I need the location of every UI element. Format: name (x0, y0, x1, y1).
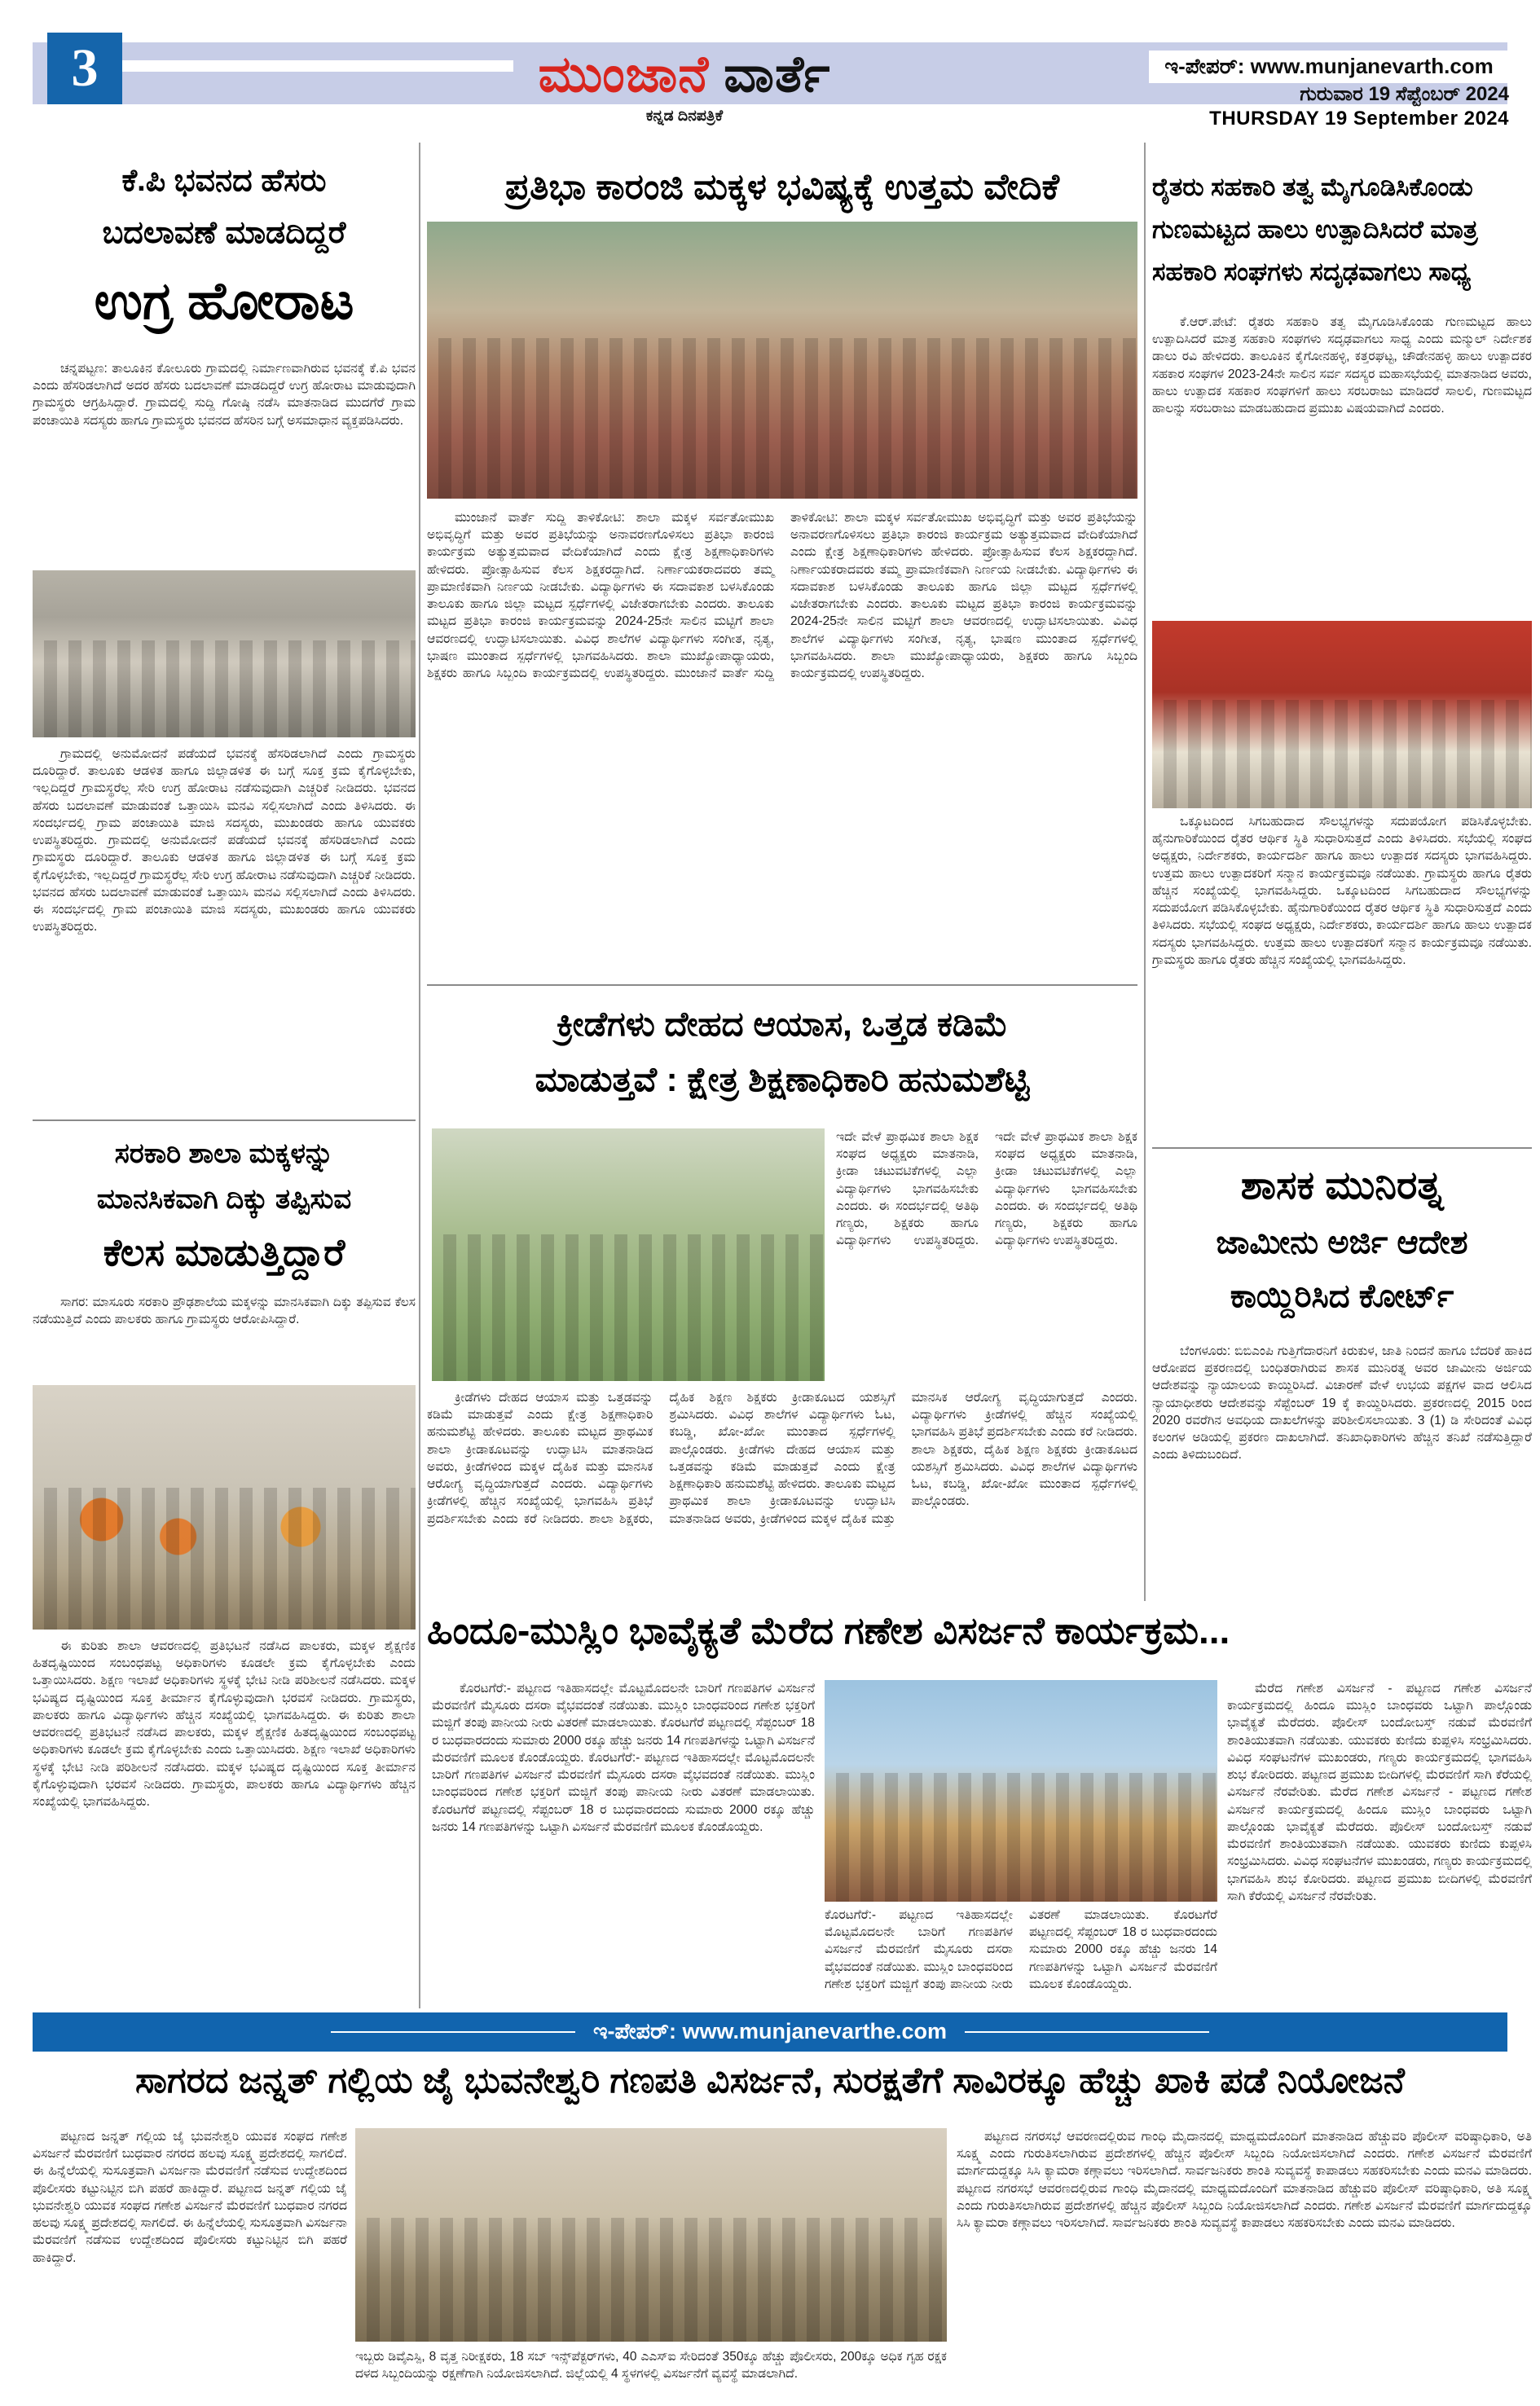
article-kride-body-main: ಕ್ರೀಡೆಗಳು ದೇಹದ ಆಯಾಸ ಮತ್ತು ಒತ್ತಡವನ್ನು ಕಡಿಮೆ ಮಾಡುತ್ತವೆ ಎಂದು ಕ್ಷೇತ್ರ ಶಿಕ್ಷಣಾಧಿಕಾರಿ ಹನುಮಶೆಟ್ಟಿ ಹೇಳಿದರು. ತಾಲೂಕು ಮಟ್ಟದ ಪ್ರಾಥಮಿಕ ಶಾಲಾ ಕ್ರೀಡಾಕೂಟವನ್ನು ಉದ್ಘಾಟಿಸಿ ಮಾತನಾಡಿದ ಅವರು, ಕ್ರೀಡೆಗಳಿಂದ ಮಕ್ಕಳ ದೈಹಿಕ ಮತ್ತು ಮಾನಸಿಕ ಆರೋಗ್ಯ ವೃದ್ಧಿಯಾಗುತ್ತದೆ ಎಂದರು. ವಿದ್ಯಾರ್ಥಿಗಳು ಕ್ರೀಡೆಗಳಲ್ಲಿ ಹೆಚ್ಚಿನ ಸಂಖ್ಯೆಯಲ್ಲಿ ಭಾಗವಹಿಸಿ ಪ್ರತಿಭೆ ಪ್ರದರ್ಶಿಸಬೇಕು ಎಂದು ಕರೆ ನೀಡಿದರು. ಶಾಲಾ ಶಿಕ್ಷಕರು, ದೈಹಿಕ ಶಿಕ್ಷಣ ಶಿಕ್ಷಕರು ಕ್ರೀಡಾಕೂಟದ ಯಶಸ್ಸಿಗೆ ಶ್ರಮಿಸಿದರು. ವಿವಿಧ ಶಾಲೆಗಳ ವಿದ್ಯಾರ್ಥಿಗಳು ಓಟ, ಕಬಡ್ಡಿ, ಖೋ-ಖೋ ಮುಂತಾದ ಸ್ಪರ್ಧೆಗಳಲ್ಲಿ ಪಾಲ್ಗೊಂಡರು. ಕ್ರೀಡೆಗಳು ದೇಹದ ಆಯಾಸ ಮತ್ತು ಒತ್ತಡವನ್ನು ಕಡಿಮೆ ಮಾಡುತ್ತವೆ ಎಂದು ಕ್ಷೇತ್ರ ಶಿಕ್ಷಣಾಧಿಕಾರಿ ಹನುಮಶೆಟ್ಟಿ ಹೇಳಿದರು. ತಾಲೂಕು ಮಟ್ಟದ ಪ್ರಾಥಮಿಕ ಶಾಲಾ ಕ್ರೀಡಾಕೂಟವನ್ನು ಉದ್ಘಾಟಿಸಿ ಮಾತನಾಡಿದ ಅವರು, ಕ್ರೀಡೆಗಳಿಂದ ಮಕ್ಕಳ ದೈಹಿಕ ಮತ್ತು ಮಾನಸಿಕ ಆರೋಗ್ಯ ವೃದ್ಧಿಯಾಗುತ್ತದೆ ಎಂದರು. ವಿದ್ಯಾರ್ಥಿಗಳು ಕ್ರೀಡೆಗಳಲ್ಲಿ ಹೆಚ್ಚಿನ ಸಂಖ್ಯೆಯಲ್ಲಿ ಭಾಗವಹಿಸಿ ಪ್ರತಿಭೆ ಪ್ರದರ್ಶಿಸಬೇಕು ಎಂದು ಕರೆ ನೀಡಿದರು. ಶಾಲಾ ಶಿಕ್ಷಕರು, ದೈಹಿಕ ಶಿಕ್ಷಣ ಶಿಕ್ಷಕರು ಕ್ರೀಡಾಕೂಟದ ಯಶಸ್ಸಿಗೆ ಶ್ರಮಿಸಿದರು. ವಿವಿಧ ಶಾಲೆಗಳ ವಿದ್ಯಾರ್ಥಿಗಳು ಓಟ, ಕಬಡ್ಡಿ, ಖೋ-ಖೋ ಮುಂತಾದ ಸ್ಪರ್ಧೆಗಳಲ್ಲಿ ಪಾಲ್ಗೊಂಡರು. (427, 1391, 1137, 1526)
column-rule-left (419, 143, 420, 2008)
column-rule-right (1144, 143, 1146, 1601)
divider (427, 984, 1137, 986)
article-hm-headline: ಹಿಂದೂ-ಮುಸ್ಲಿಂ ಭಾವೈಕ್ಯತೆ ಮೆರೆದ ಗಣೇಶ ವಿಸರ್ಜನೆ ಕಾರ್ಯಕ್ರಮ... (427, 1609, 1230, 1652)
masthead-subtitle: ಕನ್ನಡ ದಿನಪತ್ರಿಕೆ (645, 108, 724, 125)
article-kp-headline-3: ಉಗ್ರ ಹೋರಾಟ (94, 271, 354, 330)
date-kannada: ಗುರುವಾರ 19 ಸೆಪ್ಟೆಂಬರ್ 2024 (1300, 83, 1509, 105)
article-court-headline-3: ಕಾಯ್ದಿರಿಸಿದ ಕೋರ್ಟ್ (1230, 1278, 1454, 1314)
article-sagara-body-right: ಪಟ್ಟಣದ ನಗರಸಭೆ ಆವರಣದಲ್ಲಿರುವ ಗಾಂಧಿ ಮೈದಾನದಲ್ಲಿ ಮಾಧ್ಯಮದೊಂದಿಗೆ ಮಾತನಾಡಿದ ಹೆಚ್ಚುವರಿ ಪೊಲೀಸ್ ವರಿಷ್ಠಾಧಿಕಾರಿ, ಅತಿ ಸೂಕ್ಷ್ಮ ಎಂದು ಗುರುತಿಸಲಾಗಿರುವ ಪ್ರದೇಶಗಳಲ್ಲಿ ಹೆಚ್ಚಿನ ಪೊಲೀಸ್ ಸಿಬ್ಬಂದಿ ನಿಯೋಜಿಸಲಾಗಿದೆ ಎಂದರು. ಗಣೇಶ ವಿಸರ್ಜನೆ ಮೆರವಣಿಗೆ ಮಾರ್ಗದುದ್ದಕ್ಕೂ ಸಿಸಿ ಕ್ಯಾಮರಾ ಕಣ್ಗಾವಲು ಇರಿಸಲಾಗಿದೆ. ಸಾರ್ವಜನಿಕರು ಶಾಂತಿ ಸುವ್ಯವಸ್ಥೆ ಕಾಪಾಡಲು ಸಹಕರಿಸಬೇಕು ಎಂದು ಮನವಿ ಮಾಡಿದರು. ಪಟ್ಟಣದ ನಗರಸಭೆ ಆವರಣದಲ್ಲಿರುವ ಗಾಂಧಿ ಮೈದಾನದಲ್ಲಿ ಮಾಧ್ಯಮದೊಂದಿಗೆ ಮಾತನಾಡಿದ ಹೆಚ್ಚುವರಿ ಪೊಲೀಸ್ ವರಿಷ್ಠಾಧಿಕಾರಿ, ಅತಿ ಸೂಕ್ಷ್ಮ ಎಂದು ಗುರುತಿಸಲಾಗಿರುವ ಪ್ರದೇಶಗಳಲ್ಲಿ ಹೆಚ್ಚಿನ ಪೊಲೀಸ್ ಸಿಬ್ಬಂದಿ ನಿಯೋಜಿಸಲಾಗಿದೆ ಎಂದರು. ಗಣೇಶ ವಿಸರ್ಜನೆ ಮೆರವಣಿಗೆ ಮಾರ್ಗದುದ್ದಕ್ಕೂ ಸಿಸಿ ಕ್ಯಾಮರಾ ಕಣ್ಗಾವಲು ಇರಿಸಲಾಗಿದೆ. ಸಾರ್ವಜನಿಕರು ಶಾಂತಿ ಸುವ್ಯವಸ್ಥೆ ಕಾಪಾಡಲು ಸಹಕರಿಸಬೇಕು ಎಂದು ಮನವಿ ಮಾಡಿದರು. (957, 2130, 1532, 2231)
epaper-link[interactable]: ಇ-ಪೇಪರ್: www.munjanevarth.com (1149, 51, 1509, 83)
article-pratibha-body: ಮುಂಜಾನೆ ವಾರ್ತೆ ಸುದ್ದಿ ತಾಳಿಕೋಟಿ: ಶಾಲಾ ಮಕ್ಕಳ ಸರ್ವತೋಮುಖ ಅಭಿವೃದ್ಧಿಗೆ ಮತ್ತು ಅವರ ಪ್ರತಿಭೆಯನ್ನು ಅನಾವರಣಗೊಳಿಸಲು ಪ್ರತಿಭಾ ಕಾರಂಜಿ ಕಾರ್ಯಕ್ರಮ ಅತ್ಯುತ್ತಮವಾದ ವೇದಿಕೆಯಾಗಿದೆ ಎಂದು ಕ್ಷೇತ್ರ ಶಿಕ್ಷಣಾಧಿಕಾರಿಗಳು ಹೇಳಿದರು. ಪ್ರೋತ್ಸಾಹಿಸುವ ಕೆಲಸ ಶಿಕ್ಷಕರದ್ದಾಗಿದೆ. ನಿರ್ಣಾಯಕರಾದವರು ತಮ್ಮ ಪ್ರಾಮಾಣಿಕವಾಗಿ ನಿರ್ಣಯ ನೀಡಬೇಕು. ವಿದ್ಯಾರ್ಥಿಗಳು ಈ ಸದಾವಕಾಶ ಬಳಸಿಕೊಂಡು ತಾಲೂಕು ಹಾಗೂ ಜಿಲ್ಲಾ ಮಟ್ಟದ ಸ್ಪರ್ಧೆಗಳಲ್ಲಿ ವಿಜೇತರಾಗಬೇಕು ಎಂದರು. ತಾಲೂಕು ಮಟ್ಟದ ಪ್ರತಿಭಾ ಕಾರಂಜಿ ಕಾರ್ಯಕ್ರಮವನ್ನು 2024-25ನೇ ಸಾಲಿನ ಮಟ್ಟಿಗೆ ಶಾಲಾ ಆವರಣದಲ್ಲಿ ಉದ್ಘಾಟಿಸಲಾಯಿತು. ವಿವಿಧ ಶಾಲೆಗಳ ವಿದ್ಯಾರ್ಥಿಗಳು ಸಂಗೀತ, ನೃತ್ಯ, ಭಾಷಣ ಮುಂತಾದ ಸ್ಪರ್ಧೆಗಳಲ್ಲಿ ಭಾಗವಹಿಸಿದರು. ಶಾಲಾ ಮುಖ್ಯೋಪಾಧ್ಯಾಯರು, ಶಿಕ್ಷಕರು ಹಾಗೂ ಸಿಬ್ಬಂದಿ ಕಾರ್ಯಕ್ರಮದಲ್ಲಿ ಉಪಸ್ಥಿತರಿದ್ದರು. ಮುಂಜಾನೆ ವಾರ್ತೆ ಸುದ್ದಿ ತಾಳಿಕೋಟಿ: ಶಾಲಾ ಮಕ್ಕಳ ಸರ್ವತೋಮುಖ ಅಭಿವೃದ್ಧಿಗೆ ಮತ್ತು ಅವರ ಪ್ರತಿಭೆಯನ್ನು ಅನಾವರಣಗೊಳಿಸಲು ಪ್ರತಿಭಾ ಕಾರಂಜಿ ಕಾರ್ಯಕ್ರಮ ಅತ್ಯುತ್ತಮವಾದ ವೇದಿಕೆಯಾಗಿದೆ ಎಂದು ಕ್ಷೇತ್ರ ಶಿಕ್ಷಣಾಧಿಕಾರಿಗಳು ಹೇಳಿದರು. ಪ್ರೋತ್ಸಾಹಿಸುವ ಕೆಲಸ ಶಿಕ್ಷಕರದ್ದಾಗಿದೆ. ನಿರ್ಣಾಯಕರಾದವರು ತಮ್ಮ ಪ್ರಾಮಾಣಿಕವಾಗಿ ನಿರ್ಣಯ ನೀಡಬೇಕು. ವಿದ್ಯಾರ್ಥಿಗಳು ಈ ಸದಾವಕಾಶ ಬಳಸಿಕೊಂಡು ತಾಲೂಕು ಹಾಗೂ ಜಿಲ್ಲಾ ಮಟ್ಟದ ಸ್ಪರ್ಧೆಗಳಲ್ಲಿ ವಿಜೇತರಾಗಬೇಕು ಎಂದರು. ತಾಲೂಕು ಮಟ್ಟದ ಪ್ರತಿಭಾ ಕಾರಂಜಿ ಕಾರ್ಯಕ್ರಮವನ್ನು 2024-25ನೇ ಸಾಲಿನ ಮಟ್ಟಿಗೆ ಶಾಲಾ ಆವರಣದಲ್ಲಿ ಉದ್ಘಾಟಿಸಲಾಯಿತು. ವಿವಿಧ ಶಾಲೆಗಳ ವಿದ್ಯಾರ್ಥಿಗಳು ಸಂಗೀತ, ನೃತ್ಯ, ಭಾಷಣ ಮುಂತಾದ ಸ್ಪರ್ಧೆಗಳಲ್ಲಿ ಭಾಗವಹಿಸಿದರು. ಶಾಲಾ ಮುಖ್ಯೋಪಾಧ್ಯಾಯರು, ಶಿಕ್ಷಕರು ಹಾಗೂ ಸಿಬ್ಬಂದಿ ಕಾರ್ಯಕ್ರಮದಲ್ಲಿ ಉಪಸ್ಥಿತರಿದ್ದರು. (427, 511, 1137, 681)
article-pratibha-headline: ಪ್ರತಿಭಾ ಕಾರಂಜಿ ಮಕ್ಕಳ ಭವಿಷ್ಯಕ್ಕೆ ಉತ್ತಮ ವೇದಿಕೆ (504, 167, 1060, 207)
article-court-headline-2: ಜಾಮೀನು ಅರ್ಜಿ ಆದೇಶ (1216, 1225, 1468, 1260)
article-kride-headline-1: ಕ್ರೀಡೆಗಳು ದೇಹದ ಆಯಾಸ, ಒತ್ತಡ ಕಡಿಮೆ (557, 1005, 1008, 1043)
article-raithru-photo (1152, 621, 1532, 808)
article-kp-photo (33, 570, 416, 737)
article-kp-headline-2: ಬದಲಾವಣೆ ಮಾಡದಿದ್ದರೆ (102, 216, 346, 250)
article-sagara-photo (355, 2128, 947, 2342)
page-number-value: 3 (71, 38, 99, 98)
masthead (456, 46, 913, 104)
article-raithru-headline-1: ರೈತರು ಸಹಕಾರಿ ತತ್ವ ಮೈಗೂಡಿಸಿಕೊಂಡು (1152, 173, 1473, 201)
article-shala-headline-1: ಸರಕಾರಿ ಶಾಲಾ ಮಕ್ಕಳನ್ನು (114, 1138, 334, 1169)
article-court-body: ಬೆಂಗಳೂರು: ಬಿಬಿಎಂಪಿ ಗುತ್ತಿಗೆದಾರನಿಗೆ ಕಿರುಕುಳ, ಜಾತಿ ನಿಂದನೆ ಹಾಗೂ ಬೆದರಿಕೆ ಹಾಕಿದ ಆರೋಪದ ಪ್ರಕರಣದಲ್ಲಿ ಬಂಧಿತರಾಗಿರುವ ಶಾಸಕ ಮುನಿರತ್ನ ಅವರ ಜಾಮೀನು ಅರ್ಜಿಯ ಆದೇಶವನ್ನು ನ್ಯಾಯಾಲಯ ಕಾಯ್ದಿರಿಸಿದೆ. ವಿಚಾರಣೆ ವೇಳೆ ಉಭಯ ಪಕ್ಷಗಳ ವಾದ ಆಲಿಸಿದ ನ್ಯಾಯಾಧೀಶರು ಆದೇಶವನ್ನು ಸೆಪ್ಟೆಂಬರ್ 19 ಕ್ಕೆ ಕಾಯ್ದಿರಿಸಿದರು. ಪ್ರಕರಣದಲ್ಲಿ 2015 ರಿಂದ 2020 ರವರೆಗಿನ ಅವಧಿಯ ದಾಖಲೆಗಳನ್ನು ಪರಿಶೀಲಿಸಲಾಯಿತು. 3 (1) ಡಿ ಸೇರಿದಂತೆ ವಿವಿಧ ಕಲಂಗಳ ಅಡಿಯಲ್ಲಿ ಪ್ರಕರಣ ದಾಖಲಾಗಿದೆ. ತನಿಖಾಧಿಕಾರಿಗಳು ಹೆಚ್ಚಿನ ತನಿಖೆ ನಡೆಸುತ್ತಿದ್ದಾರೆ ಎಂದು ತಿಳಿದುಬಂದಿದೆ. (1152, 1344, 1532, 1463)
article-shala-headline-2: ಮಾನಸಿಕವಾಗಿ ದಿಕ್ಕು ತಪ್ಪಿಸುವ (96, 1184, 352, 1215)
banner-line-left (331, 2031, 575, 2033)
article-shala-photo (33, 1385, 416, 1630)
article-shala-headline-3: ಕೆಲಸ ಮಾಡುತ್ತಿದ್ದಾರೆ (103, 1231, 345, 1273)
article-sagara-caption: ಇಬ್ಬರು ಡಿವೈಎಸ್ಪಿ, 8 ವೃತ್ತ ನಿರೀಕ್ಷಕರು, 18 ಸಬ್ ಇನ್ಸ್‌ಪೆಕ್ಟರ್‌ಗಳು, 40 ಎಎಸ್ಐ ಸೇರಿದಂತೆ 350ಕ್ಕೂ ಹೆಚ್ಚು ಪೊಲೀಸರು, 200ಕ್ಕೂ ಅಧಿಕ ಗೃಹ ರಕ್ಷಕ ದಳದ ಸಿಬ್ಬಂದಿಯನ್ನು ರಕ್ಷಣೆಗಾಗಿ ನಿಯೋಜಿಸಲಾಗಿದೆ. ಜಿಲ್ಲೆಯಲ್ಲಿ 4 ಸ್ಥಳಗಳಲ್ಲಿ ವಿಸರ್ಜನೆಗೆ ವ್ಯವಸ್ಥೆ ಮಾಡಲಾಗಿದೆ. (355, 2350, 947, 2382)
divider (1152, 1147, 1532, 1149)
header-band-gap (122, 60, 513, 72)
article-kride-photo (432, 1128, 825, 1381)
article-sagara-headline: ಸಾಗರದ ಜನ್ನತ್ ಗಲ್ಲಿಯ ಜೈ ಭುವನೇಶ್ವರಿ ಗಣಪತಿ ವಿಸರ್ಜನೆ, ಸುರಕ್ಷತೆಗೆ ಸಾವಿರಕ್ಕೂ ಹೆಚ್ಚು ಖಾಕಿ ಪಡೆ ನಿಯೋಜನೆ (135, 2061, 1405, 2100)
article-kp-body-2: ಗ್ರಾಮದಲ್ಲಿ ಅನುಮೋದನೆ ಪಡೆಯದೆ ಭವನಕ್ಕೆ ಹೆಸರಿಡಲಾಗಿದೆ ಎಂದು ಗ್ರಾಮಸ್ಥರು ದೂರಿದ್ದಾರೆ. ತಾಲೂಕು ಆಡಳಿತ ಹಾಗೂ ಜಿಲ್ಲಾಡಳಿತ ಈ ಬಗ್ಗೆ ಸೂಕ್ತ ಕ್ರಮ ಕೈಗೊಳ್ಳಬೇಕು, ಇಲ್ಲದಿದ್ದರೆ ಗ್ರಾಮಸ್ಥರೆಲ್ಲ ಸೇರಿ ಉಗ್ರ ಹೋರಾಟ ನಡೆಸುವುದಾಗಿ ಎಚ್ಚರಿಕೆ ನೀಡಿದರು. ಭವನದ ಹೆಸರು ಬದಲಾವಣೆ ಮಾಡುವಂತೆ ಒತ್ತಾಯಿಸಿ ಮನವಿ ಸಲ್ಲಿಸಲಾಗಿದೆ ಎಂದು ತಿಳಿಸಿದರು. ಈ ಸಂದರ್ಭದಲ್ಲಿ ಗ್ರಾಮ ಪಂಚಾಯಿತಿ ಮಾಜಿ ಸದಸ್ಯರು, ಮುಖಂಡರು ಹಾಗೂ ಯುವಕರು ಉಪಸ್ಥಿತರಿದ್ದರು. ಗ್ರಾಮದಲ್ಲಿ ಅನುಮೋದನೆ ಪಡೆಯದೆ ಭವನಕ್ಕೆ ಹೆಸರಿಡಲಾಗಿದೆ ಎಂದು ಗ್ರಾಮಸ್ಥರು ದೂರಿದ್ದಾರೆ. ತಾಲೂಕು ಆಡಳಿತ ಹಾಗೂ ಜಿಲ್ಲಾಡಳಿತ ಈ ಬಗ್ಗೆ ಸೂಕ್ತ ಕ್ರಮ ಕೈಗೊಳ್ಳಬೇಕು, ಇಲ್ಲದಿದ್ದರೆ ಗ್ರಾಮಸ್ಥರೆಲ್ಲ ಸೇರಿ ಉಗ್ರ ಹೋರಾಟ ನಡೆಸುವುದಾಗಿ ಎಚ್ಚರಿಕೆ ನೀಡಿದರು. ಭವನದ ಹೆಸರು ಬದಲಾವಣೆ ಮಾಡುವಂತೆ ಒತ್ತಾಯಿಸಿ ಮನವಿ ಸಲ್ಲಿಸಲಾಗಿದೆ ಎಂದು ತಿಳಿಸಿದರು. ಈ ಸಂದರ್ಭದಲ್ಲಿ ಗ್ರಾಮ ಪಂಚಾಯಿತಿ ಮಾಜಿ ಸದಸ್ಯರು, ಮುಖಂಡರು ಹಾಗೂ ಯುವಕರು ಉಪಸ್ಥಿತರಿದ್ದರು. (33, 747, 416, 935)
page-number (47, 33, 122, 104)
article-raithru-body-2: ಒಕ್ಕೂಟದಿಂದ ಸಿಗಬಹುದಾದ ಸೌಲಭ್ಯಗಳನ್ನು ಸದುಪಯೋಗ ಪಡಿಸಿಕೊಳ್ಳಬೇಕು. ಹೈನುಗಾರಿಕೆಯಿಂದ ರೈತರ ಆರ್ಥಿಕ ಸ್ಥಿತಿ ಸುಧಾರಿಸುತ್ತದೆ ಎಂದು ತಿಳಿಸಿದರು. ಸಭೆಯಲ್ಲಿ ಸಂಘದ ಅಧ್ಯಕ್ಷರು, ನಿರ್ದೇಶಕರು, ಕಾರ್ಯದರ್ಶಿ ಹಾಗೂ ಹಾಲು ಉತ್ಪಾದಕ ಸದಸ್ಯರು ಭಾಗವಹಿಸಿದ್ದರು. ಉತ್ತಮ ಹಾಲು ಉತ್ಪಾದಕರಿಗೆ ಸನ್ಮಾನ ಕಾರ್ಯಕ್ರಮವೂ ನಡೆಯಿತು. ಗ್ರಾಮಸ್ಥರು ಹಾಗೂ ರೈತರು ಹೆಚ್ಚಿನ ಸಂಖ್ಯೆಯಲ್ಲಿ ಭಾಗವಹಿಸಿದ್ದರು. ಒಕ್ಕೂಟದಿಂದ ಸಿಗಬಹುದಾದ ಸೌಲಭ್ಯಗಳನ್ನು ಸದುಪಯೋಗ ಪಡಿಸಿಕೊಳ್ಳಬೇಕು. ಹೈನುಗಾರಿಕೆಯಿಂದ ರೈತರ ಆರ್ಥಿಕ ಸ್ಥಿತಿ ಸುಧಾರಿಸುತ್ತದೆ ಎಂದು ತಿಳಿಸಿದರು. ಸಭೆಯಲ್ಲಿ ಸಂಘದ ಅಧ್ಯಕ್ಷರು, ನಿರ್ದೇಶಕರು, ಕಾರ್ಯದರ್ಶಿ ಹಾಗೂ ಹಾಲು ಉತ್ಪಾದಕ ಸದಸ್ಯರು ಭಾಗವಹಿಸಿದ್ದರು. ಉತ್ತಮ ಹಾಲು ಉತ್ಪಾದಕರಿಗೆ ಸನ್ಮಾನ ಕಾರ್ಯಕ್ರಮವೂ ನಡೆಯಿತು. ಗ್ರಾಮಸ್ಥರು ಹಾಗೂ ರೈತರು ಹೆಚ್ಚಿನ ಸಂಖ್ಯೆಯಲ್ಲಿ ಭಾಗವಹಿಸಿದ್ದರು. (1152, 815, 1532, 967)
footer-epaper-link[interactable]: ಇ-ಪೇಪರ್: www.munjanevarthe.com (592, 2019, 948, 2043)
article-sagara-body-left: ಪಟ್ಟಣದ ಜನ್ನತ್ ಗಲ್ಲಿಯ ಜೈ ಭುವನೇಶ್ವರಿ ಯುವಕ ಸಂಘದ ಗಣೇಶ ವಿಸರ್ಜನೆ ಮೆರವಣಿಗೆ ಬುಧವಾರ ನಗರದ ಹಲವು ಸೂಕ್ಷ್ಮ ಪ್ರದೇಶದಲ್ಲಿ ಸಾಗಲಿದೆ. ಈ ಹಿನ್ನೆಲೆಯಲ್ಲಿ ಸುಸೂತ್ರವಾಗಿ ವಿಸರ್ಜನಾ ಮೆರವಣಿಗೆ ನಡೆಸುವ ಉದ್ದೇಶದಿಂದ ಪೊಲೀಸರು ಕಟ್ಟುನಿಟ್ಟಿನ ಬಿಗಿ ಪಹರೆ ಹಾಕಿದ್ದಾರೆ. ಪಟ್ಟಣದ ಜನ್ನತ್ ಗಲ್ಲಿಯ ಜೈ ಭುವನೇಶ್ವರಿ ಯುವಕ ಸಂಘದ ಗಣೇಶ ವಿಸರ್ಜನೆ ಮೆರವಣಿಗೆ ಬುಧವಾರ ನಗರದ ಹಲವು ಸೂಕ್ಷ್ಮ ಪ್ರದೇಶದಲ್ಲಿ ಸಾಗಲಿದೆ. ಈ ಹಿನ್ನೆಲೆಯಲ್ಲಿ ಸುಸೂತ್ರವಾಗಿ ವಿಸರ್ಜನಾ ಮೆರವಣಿಗೆ ನಡೆಸುವ ಉದ್ದೇಶದಿಂದ ಪೊಲೀಸರು ಕಟ್ಟುನಿಟ್ಟಿನ ಬಿಗಿ ಪಹರೆ ಹಾಕಿದ್ದಾರೆ. (33, 2130, 347, 2265)
article-kp-headline-1: ಕೆ.ಪಿ ಭವನದ ಹೆಸರು (121, 164, 327, 198)
article-hm-body-below-photo: ಕೊರಟಗೆರೆ:- ಪಟ್ಟಣದ ಇತಿಹಾಸದಲ್ಲೇ ಮೊಟ್ಟಮೊದಲನೇ ಬಾರಿಗೆ ಗಣಪತಿಗಳ ವಿಸರ್ಜನೆ ಮೆರವಣಿಗೆ ಮೈಸೂರು ದಸರಾ ವೈಭವದಂತೆ ನಡೆಯಿತು. ಮುಸ್ಲಿಂ ಬಾಂಧವರಿಂದ ಗಣೇಶ ಭಕ್ತರಿಗೆ ಮಜ್ಜಿಗೆ ತಂಪು ಪಾನೀಯ ನೀರು ವಿತರಣೆ ಮಾಡಲಾಯಿತು. ಕೊರಟಗೆರೆ ಪಟ್ಟಣದಲ್ಲಿ ಸೆಪ್ಟಂಬರ್ 18 ರ ಬುಧವಾರದಂದು ಸುಮಾರು 2000 ರಕ್ಕೂ ಹೆಚ್ಚು ಜನರು 14 ಗಣಪತಿಗಳನ್ನು ಒಟ್ಟಾಗಿ ವಿಸರ್ಜನೆ ಮೆರವಣಿಗೆ ಮೂಲಕ ಕೊಂಡೊಯ್ದರು. (825, 1908, 1217, 1991)
article-hm-body-left: ಕೊರಟಗೆರೆ:- ಪಟ್ಟಣದ ಇತಿಹಾಸದಲ್ಲೇ ಮೊಟ್ಟಮೊದಲನೇ ಬಾರಿಗೆ ಗಣಪತಿಗಳ ವಿಸರ್ಜನೆ ಮೆರವಣಿಗೆ ಮೈಸೂರು ದಸರಾ ವೈಭವದಂತೆ ನಡೆಯಿತು. ಮುಸ್ಲಿಂ ಬಾಂಧವರಿಂದ ಗಣೇಶ ಭಕ್ತರಿಗೆ ಮಜ್ಜಿಗೆ ತಂಪು ಪಾನೀಯ ನೀರು ವಿತರಣೆ ಮಾಡಲಾಯಿತು. ಕೊರಟಗೆರೆ ಪಟ್ಟಣದಲ್ಲಿ ಸೆಪ್ಟಂಬರ್ 18 ರ ಬುಧವಾರದಂದು ಸುಮಾರು 2000 ರಕ್ಕೂ ಹೆಚ್ಚು ಜನರು 14 ಗಣಪತಿಗಳನ್ನು ಒಟ್ಟಾಗಿ ವಿಸರ್ಜನೆ ಮೆರವಣಿಗೆ ಮೂಲಕ ಕೊಂಡೊಯ್ದರು. ಕೊರಟಗೆರೆ:- ಪಟ್ಟಣದ ಇತಿಹಾಸದಲ್ಲೇ ಮೊಟ್ಟಮೊದಲನೇ ಬಾರಿಗೆ ಗಣಪತಿಗಳ ವಿಸರ್ಜನೆ ಮೆರವಣಿಗೆ ಮೈಸೂರು ದಸರಾ ವೈಭವದಂತೆ ನಡೆಯಿತು. ಮುಸ್ಲಿಂ ಬಾಂಧವರಿಂದ ಗಣೇಶ ಭಕ್ತರಿಗೆ ಮಜ್ಜಿಗೆ ತಂಪು ಪಾನೀಯ ನೀರು ವಿತರಣೆ ಮಾಡಲಾಯಿತು. ಕೊರಟಗೆರೆ ಪಟ್ಟಣದಲ್ಲಿ ಸೆಪ್ಟಂಬರ್ 18 ರ ಬುಧವಾರದಂದು ಸುಮಾರು 2000 ರಕ್ಕೂ ಹೆಚ್ಚು ಜನರು 14 ಗಣಪತಿಗಳನ್ನು ಒಟ್ಟಾಗಿ ವಿಸರ್ಜನೆ ಮೆರವಣಿಗೆ ಮೂಲಕ ಕೊಂಡೊಯ್ದರು. (432, 1682, 815, 1834)
article-court-headline-1: ಶಾಸಕ ಮುನಿರತ್ನ (1240, 1164, 1444, 1207)
article-pratibha-photo (427, 222, 1137, 499)
article-raithru-body-1: ಕೆ.ಆರ್.ಪೇಟೆ: ರೈತರು ಸಹಕಾರಿ ತತ್ವ ಮೈಗೂಡಿಸಿಕೊಂಡು ಗುಣಮಟ್ಟದ ಹಾಲು ಉತ್ಪಾದಿಸಿದರೆ ಮಾತ್ರ ಸಹಕಾರಿ ಸಂಘಗಳು ಸದೃಢವಾಗಲು ಸಾಧ್ಯ ಎಂದು ಮನ್ಮುಲ್ ನಿರ್ದೇಶಕ ಡಾಲು ರವಿ ಹೇಳಿದರು. ತಾಲೂಕಿನ ಕೈಗೋನಹಳ್ಳಿ, ಕತ್ತರಘಟ್ಟ, ಚೌಡೇನಹಳ್ಳಿ ಹಾಲು ಉತ್ಪಾದಕರ ಸಹಕಾರ ಸಂಘಗಳ 2023-24ನೇ ಸಾಲಿನ ಸರ್ವ ಸದಸ್ಯರ ಮಹಾಸಭೆಯಲ್ಲಿ ಮಾತನಾಡಿದ ಅವರು, ಹಾಲು ಉತ್ಪಾದಕ ಸಹಕಾರ ಸಂಘಗಳಿಗೆ ಹಾಲು ಸರಬರಾಜು ಮಾಡಿದರೆ ಸಾಲಲಿ, ಗುಣಮಟ್ಟದ ಹಾಲನ್ನು ಸರಬರಾಜು ಮಾಡಬಹುದಾದ ಪ್ರಮುಖ ವಿಷಯವಾಗಿದೆ ಎಂದರು. (1152, 315, 1532, 416)
article-kp-body-1: ಚನ್ನಪಟ್ಟಣ: ತಾಲೂಕಿನ ಕೋಲೂರು ಗ್ರಾಮದಲ್ಲಿ ನಿರ್ಮಾಣವಾಗಿರುವ ಭವನಕ್ಕೆ ಕೆ.ಪಿ ಭವನ ಎಂದು ಹೆಸರಿಡಲಾಗಿದೆ ಅದರ ಹೆಸರು ಬದಲಾವಣೆ ಮಾಡದಿದ್ದರೆ ಉಗ್ರ ಹೋರಾಟ ಮಾಡುವುದಾಗಿ ಗ್ರಾಮಸ್ಥರು ಆಗ್ರಹಿಸಿದ್ದಾರೆ. ಗ್ರಾಮದಲ್ಲಿ ಸುದ್ದಿ ಗೋಷ್ಠಿ ನಡೆಸಿ ಮಾತನಾಡಿದ ಮುದಗೆರೆ ಗ್ರಾಮ ಪಂಚಾಯಿತಿ ಸದಸ್ಯರು ಹಾಗೂ ಗ್ರಾಮಸ್ಥರು ಭವನದ ಹೆಸರಿನ ಬಗ್ಗೆ ಅಸಮಾಧಾನ ವ್ಯಕ್ತಪಡಿಸಿದರು. (33, 362, 416, 428)
article-raithru-headline-2: ಗುಣಮಟ್ಟದ ಹಾಲು ಉತ್ಪಾದಿಸಿದರೆ ಮಾತ್ರ (1152, 215, 1478, 244)
masthead-black: ವಾರ್ತೆ (724, 46, 831, 103)
article-kride-headline-2: ಮಾಡುತ್ತವೆ : ಕ್ಷೇತ್ರ ಶಿಕ್ಷಣಾಧಿಕಾರಿ ಹನುಮಶೆಟ್ಟಿ (535, 1060, 1030, 1098)
article-shala-body-2: ಈ ಕುರಿತು ಶಾಲಾ ಆವರಣದಲ್ಲಿ ಪ್ರತಿಭಟನೆ ನಡೆಸಿದ ಪಾಲಕರು, ಮಕ್ಕಳ ಶೈಕ್ಷಣಿಕ ಹಿತದೃಷ್ಟಿಯಿಂದ ಸಂಬಂಧಪಟ್ಟ ಅಧಿಕಾರಿಗಳು ಕೂಡಲೇ ಕ್ರಮ ಕೈಗೊಳ್ಳಬೇಕು ಎಂದು ಒತ್ತಾಯಿಸಿದರು. ಶಿಕ್ಷಣ ಇಲಾಖೆ ಅಧಿಕಾರಿಗಳು ಸ್ಥಳಕ್ಕೆ ಭೇಟಿ ನೀಡಿ ಪರಿಶೀಲನೆ ನಡೆಸಿದರು. ಮಕ್ಕಳ ಭವಿಷ್ಯದ ದೃಷ್ಟಿಯಿಂದ ಸೂಕ್ತ ತೀರ್ಮಾನ ಕೈಗೊಳ್ಳುವುದಾಗಿ ಭರವಸೆ ನೀಡಿದರು. ಗ್ರಾಮಸ್ಥರು, ಪಾಲಕರು ಹಾಗೂ ವಿದ್ಯಾರ್ಥಿಗಳು ಹೆಚ್ಚಿನ ಸಂಖ್ಯೆಯಲ್ಲಿ ಭಾಗವಹಿಸಿದ್ದರು. ಈ ಕುರಿತು ಶಾಲಾ ಆವರಣದಲ್ಲಿ ಪ್ರತಿಭಟನೆ ನಡೆಸಿದ ಪಾಲಕರು, ಮಕ್ಕಳ ಶೈಕ್ಷಣಿಕ ಹಿತದೃಷ್ಟಿಯಿಂದ ಸಂಬಂಧಪಟ್ಟ ಅಧಿಕಾರಿಗಳು ಕೂಡಲೇ ಕ್ರಮ ಕೈಗೊಳ್ಳಬೇಕು ಎಂದು ಒತ್ತಾಯಿಸಿದರು. ಶಿಕ್ಷಣ ಇಲಾಖೆ ಅಧಿಕಾರಿಗಳು ಸ್ಥಳಕ್ಕೆ ಭೇಟಿ ನೀಡಿ ಪರಿಶೀಲನೆ ನಡೆಸಿದರು. ಮಕ್ಕಳ ಭವಿಷ್ಯದ ದೃಷ್ಟಿಯಿಂದ ಸೂಕ್ತ ತೀರ್ಮಾನ ಕೈಗೊಳ್ಳುವುದಾಗಿ ಭರವಸೆ ನೀಡಿದರು. ಗ್ರಾಮಸ್ಥರು, ಪಾಲಕರು ಹಾಗೂ ವಿದ್ಯಾರ್ಥಿಗಳು ಹೆಚ್ಚಿನ ಸಂಖ್ಯೆಯಲ್ಲಿ ಭಾಗವಹಿಸಿದ್ದರು. (33, 1639, 416, 1810)
article-shala-body-1: ಸಾಗರ: ಮಾಸೂರು ಸರಕಾರಿ ಪ್ರೌಢಶಾಲೆಯ ಮಕ್ಕಳನ್ನು ಮಾನಸಿಕವಾಗಿ ದಿಕ್ಕು ತಪ್ಪಿಸುವ ಕೆಲಸ ನಡೆಯುತ್ತಿದೆ ಎಂದು ಪಾಲಕರು ಹಾಗೂ ಗ್ರಾಮಸ್ಥರು ಆರೋಪಿಸಿದ್ದಾರೆ. (33, 1295, 416, 1327)
article-kride-body-side: ಇದೇ ವೇಳೆ ಪ್ರಾಥಮಿಕ ಶಾಲಾ ಶಿಕ್ಷಕ ಸಂಘದ ಅಧ್ಯಕ್ಷರು ಮಾತನಾಡಿ, ಕ್ರೀಡಾ ಚಟುವಟಿಕೆಗಳಲ್ಲಿ ಎಲ್ಲಾ ವಿದ್ಯಾರ್ಥಿಗಳು ಭಾಗವಹಿಸಬೇಕು ಎಂದರು. ಈ ಸಂದರ್ಭದಲ್ಲಿ ಅತಿಥಿ ಗಣ್ಯರು, ಶಿಕ್ಷಕರು ಹಾಗೂ ವಿದ್ಯಾರ್ಥಿಗಳು ಉಪಸ್ಥಿತರಿದ್ದರು. ಇದೇ ವೇಳೆ ಪ್ರಾಥಮಿಕ ಶಾಲಾ ಶಿಕ್ಷಕ ಸಂಘದ ಅಧ್ಯಕ್ಷರು ಮಾತನಾಡಿ, ಕ್ರೀಡಾ ಚಟುವಟಿಕೆಗಳಲ್ಲಿ ಎಲ್ಲಾ ವಿದ್ಯಾರ್ಥಿಗಳು ಭಾಗವಹಿಸಬೇಕು ಎಂದರು. ಈ ಸಂದರ್ಭದಲ್ಲಿ ಅತಿಥಿ ಗಣ್ಯರು, ಶಿಕ್ಷಕರು ಹಾಗೂ ವಿದ್ಯಾರ್ಥಿಗಳು ಉಪಸ್ಥಿತರಿದ್ದರು. (836, 1130, 1137, 1248)
article-hm-body-right: ಮೆರೆದ ಗಣೇಶ ವಿಸರ್ಜನೆ - ಪಟ್ಟಣದ ಗಣೇಶ ವಿಸರ್ಜನೆ ಕಾರ್ಯಕ್ರಮದಲ್ಲಿ ಹಿಂದೂ ಮುಸ್ಲಿಂ ಬಾಂಧವರು ಒಟ್ಟಾಗಿ ಪಾಲ್ಗೊಂಡು ಭಾವೈಕ್ಯತೆ ಮೆರೆದರು. ಪೊಲೀಸ್ ಬಂದೋಬಸ್ತ್ ನಡುವೆ ಮೆರವಣಿಗೆ ಶಾಂತಿಯುತವಾಗಿ ನಡೆಯಿತು. ಯುವಕರು ಕುಣಿದು ಕುಪ್ಪಳಿಸಿ ಸಂಭ್ರಮಿಸಿದರು. ವಿವಿಧ ಸಂಘಟನೆಗಳ ಮುಖಂಡರು, ಗಣ್ಯರು ಕಾರ್ಯಕ್ರಮದಲ್ಲಿ ಭಾಗವಹಿಸಿ ಶುಭ ಕೋರಿದರು. ಪಟ್ಟಣದ ಪ್ರಮುಖ ಬೀದಿಗಳಲ್ಲಿ ಮೆರವಣಿಗೆ ಸಾಗಿ ಕೆರೆಯಲ್ಲಿ ವಿಸರ್ಜನೆ ನೆರವೇರಿತು. ಮೆರೆದ ಗಣೇಶ ವಿಸರ್ಜನೆ - ಪಟ್ಟಣದ ಗಣೇಶ ವಿಸರ್ಜನೆ ಕಾರ್ಯಕ್ರಮದಲ್ಲಿ ಹಿಂದೂ ಮುಸ್ಲಿಂ ಬಾಂಧವರು ಒಟ್ಟಾಗಿ ಪಾಲ್ಗೊಂಡು ಭಾವೈಕ್ಯತೆ ಮೆರೆದರು. ಪೊಲೀಸ್ ಬಂದೋಬಸ್ತ್ ನಡುವೆ ಮೆರವಣಿಗೆ ಶಾಂತಿಯುತವಾಗಿ ನಡೆಯಿತು. ಯುವಕರು ಕುಣಿದು ಕುಪ್ಪಳಿಸಿ ಸಂಭ್ರಮಿಸಿದರು. ವಿವಿಧ ಸಂಘಟನೆಗಳ ಮುಖಂಡರು, ಗಣ್ಯರು ಕಾರ್ಯಕ್ರಮದಲ್ಲಿ ಭಾಗವಹಿಸಿ ಶುಭ ಕೋರಿದರು. ಪಟ್ಟಣದ ಪ್ರಮುಖ ಬೀದಿಗಳಲ್ಲಿ ಮೆರವಣಿಗೆ ಸಾಗಿ ಕೆರೆಯಲ್ಲಿ ವಿಸರ್ಜನೆ ನೆರವೇರಿತು. (1227, 1682, 1532, 1903)
article-raithru-headline-3: ಸಹಕಾರಿ ಸಂಘಗಳು ಸದೃಢವಾಗಲು ಸಾಧ್ಯ (1152, 257, 1472, 286)
footer-banner (33, 2012, 1507, 2052)
date-english: THURSDAY 19 September 2024 (1209, 108, 1509, 130)
masthead-red: ಮುಂಜಾನೆ (538, 46, 710, 103)
article-hm-photo (825, 1680, 1217, 1902)
banner-line-right (965, 2031, 1209, 2033)
divider (33, 1119, 416, 1121)
